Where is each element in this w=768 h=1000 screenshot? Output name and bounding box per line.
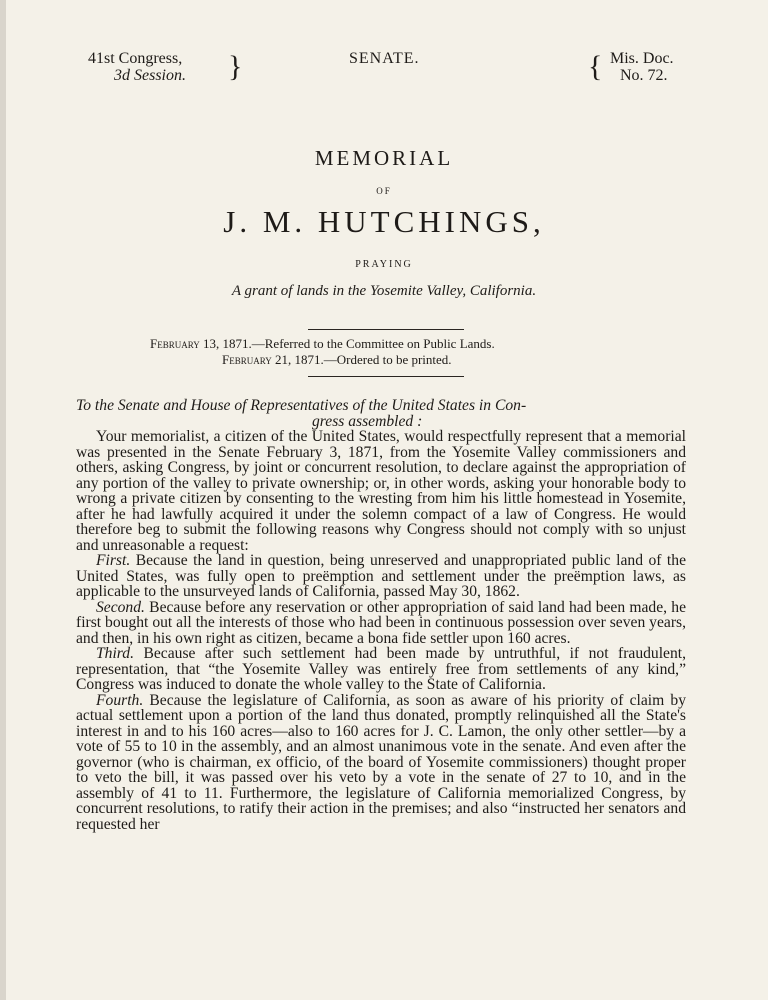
- paragraph-lead: Fourth.: [96, 691, 144, 709]
- divider-top: [308, 329, 464, 330]
- left-brace: }: [228, 50, 243, 83]
- referral-date: February 13, 1871.: [150, 336, 252, 351]
- paragraph: [76, 693, 686, 833]
- referral-text: —Ordered to be printed.: [323, 352, 452, 367]
- memorial-body: [76, 398, 686, 832]
- salutation: [76, 398, 686, 429]
- paragraph: [76, 646, 686, 693]
- paragraph-text: Because the land in question, being unreserved and unappropriated public land of the United States, was fully open to preëmption and settlement under the preëmption laws, as applicable to the unsurveyed lands of California, passed May 30, 1862.: [76, 552, 686, 600]
- referral-text: —Referred to the Committee on Public Lands.: [251, 336, 495, 351]
- paragraph-text: Because after such settlement had been made by untruthful, if not fraudulent, representation, that “the Yosemite Valley was entirely free from settlements of any kind,” Congress was induced to donate the whole valley to the State of California.: [76, 645, 686, 693]
- chamber-label: SENATE.: [349, 50, 420, 67]
- congress-session: [88, 50, 186, 84]
- paragraph-lead: Third.: [96, 645, 134, 662]
- paragraph-text: Your memorialist, a citizen of the United States, would respectfully represent that a memorial was presented in the Senate February 3, 1871, from the Yosemite Valley commissioners and others, asking Congress, by joint or concurrent resolution, to declare against the appropriation of any portion of the valley to private ownership; or, in other words, asking your honorable body to wrong a private citizen by consenting to the wresting from him his little homestead in Yosemite, after he had lawfully acquired it under the solemn compact of a law of Congress. He would therefore beg to submit the following reasons why Congress should not comply with so unjust and unreasonable a request:: [76, 428, 686, 554]
- session-label: 3d Session.: [114, 67, 186, 84]
- right-brace: {: [588, 50, 603, 83]
- document-header: [0, 50, 768, 98]
- doc-type-label: Mis. Doc.: [610, 50, 674, 67]
- paragraph-text: Because the legislature of California, as soon as aware of his priority of claim by actual settlement upon a portion of the land thus donated, promptly relinquished all the State's interest in and to his 160 acres—also to 160 acres for J. C. Lamon, the only other settler—by a vote of 55 to 10 in the assembly, and an almost unanimous vote in the senate. And even after the governor (who is chairman, ex officio, of the board of Yosemite commissioners) thought proper to veto the bill, it was passed over his veto by a vote in the senate of 27 to 10, and in the assembly of 41 to 11. Furthermore, the legislature of California memorialized Congress, by concurrent resolutions, to ratify their action in the premises; and also “instructed her senators and requested her: [76, 691, 686, 833]
- congress-label: 41st Congress,: [88, 50, 183, 67]
- referral-line: [222, 352, 452, 368]
- paragraph: [76, 553, 686, 600]
- paragraph-lead: Second.: [96, 598, 145, 616]
- petitioner-name: J. M. HUTCHINGS,: [223, 204, 545, 239]
- paragraph: [76, 429, 686, 553]
- paragraph-text: Because before any reservation or other appropriation of said land had been made, he first bought out all the interests of those who had been in continuous possession over seven years, and then, in his own right as citizen, became a bona fide settler upon 160 acres.: [76, 598, 686, 647]
- referral-line: [150, 336, 495, 352]
- paragraph-lead: First.: [96, 552, 131, 569]
- subject-line: A grant of lands in the Yosemite Valley, California.: [231, 283, 537, 299]
- paragraph: [76, 600, 686, 647]
- document-number: [610, 50, 674, 84]
- page-title: MEMORIAL: [314, 146, 454, 170]
- salutation-line: To the Senate and House of Representatives of the United States in Con-: [76, 397, 527, 414]
- doc-number-label: No. 72.: [620, 67, 668, 84]
- salutation-line: gress assembled :: [312, 412, 423, 430]
- divider-bottom: [308, 376, 464, 377]
- praying-label: PRAYING: [355, 259, 413, 270]
- referral-date: February 21, 1871.: [222, 352, 324, 367]
- of-label: OF: [376, 186, 392, 196]
